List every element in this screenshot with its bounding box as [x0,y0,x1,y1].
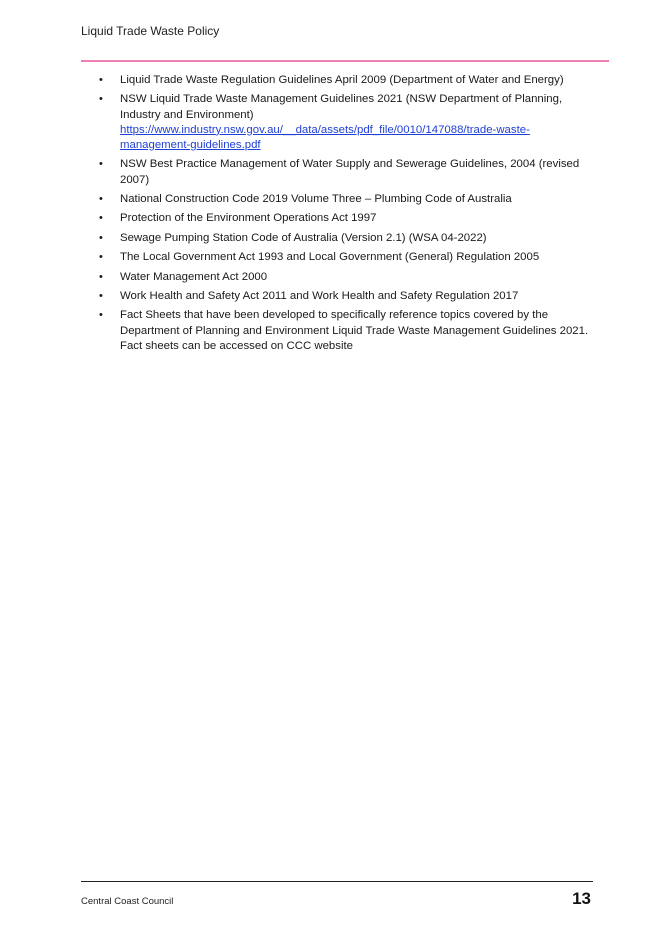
list-item [99,289,594,304]
bullet-icon: • [99,231,103,244]
list-item [99,308,594,354]
bullet-icon: • [99,270,103,283]
list-item-text: Water Management Act 2000 [120,270,268,283]
list-item-text: National Construction Code 2019 Volume Three – Plumbing Code of Australia [120,192,512,205]
list-item-text: Fact Sheets that have been developed to specifically reference topics covered by the Department of Planning and Environment Liquid Trade Waste Management Guidelines 2021. Fact sheets can be accessed on CCC website [120,309,589,352]
list-item-text: The Local Government Act 1993 and Local Government (General) Regulation 2005 [120,251,540,264]
list-item-text: Sewage Pumping Station Code of Australia (Version 2.1) (WSA 04-2022) [120,231,487,244]
list-item [99,157,594,187]
list-item [99,231,594,246]
bullet-icon: • [99,192,103,205]
bullet-icon: • [99,251,103,264]
header-divider [81,60,609,62]
list-item-text: Liquid Trade Waste Regulation Guidelines April 2009 (Department of Water and Energy) [120,74,564,86]
list-item [99,73,594,88]
guidelines-link[interactable]: https://www.industry.nsw.gov.au/__data/assets/pdf_file/0010/147088/trade-waste-management-guidelines.pdf [120,123,530,151]
list-item [99,250,594,265]
reference-list [99,73,594,358]
list-item [99,270,594,285]
page-number: 13 [572,889,591,908]
list-item [99,192,594,207]
page-header-title: Liquid Trade Waste Policy [81,24,220,38]
bullet-icon: • [99,158,103,171]
list-item [99,92,594,153]
footer-divider [81,881,593,882]
bullet-icon: • [99,309,103,322]
bullet-icon: • [99,74,103,86]
list-item-text: Work Health and Safety Act 2011 and Work Health and Safety Regulation 2017 [120,289,519,302]
bullet-icon: • [99,93,103,106]
list-item-text: NSW Best Practice Management of Water Supply and Sewerage Guidelines, 2004 (revised 2007) [120,158,580,186]
bullet-icon: • [99,289,103,302]
list-item [99,211,594,226]
list-item-text: Protection of the Environment Operations Act 1997 [120,212,377,225]
bullet-icon: • [99,212,103,225]
footer-organization: Central Coast Council [81,896,174,907]
list-item-text: NSW Liquid Trade Waste Management Guidelines 2021 (NSW Department of Planning, Industry and Environment) [120,93,563,121]
